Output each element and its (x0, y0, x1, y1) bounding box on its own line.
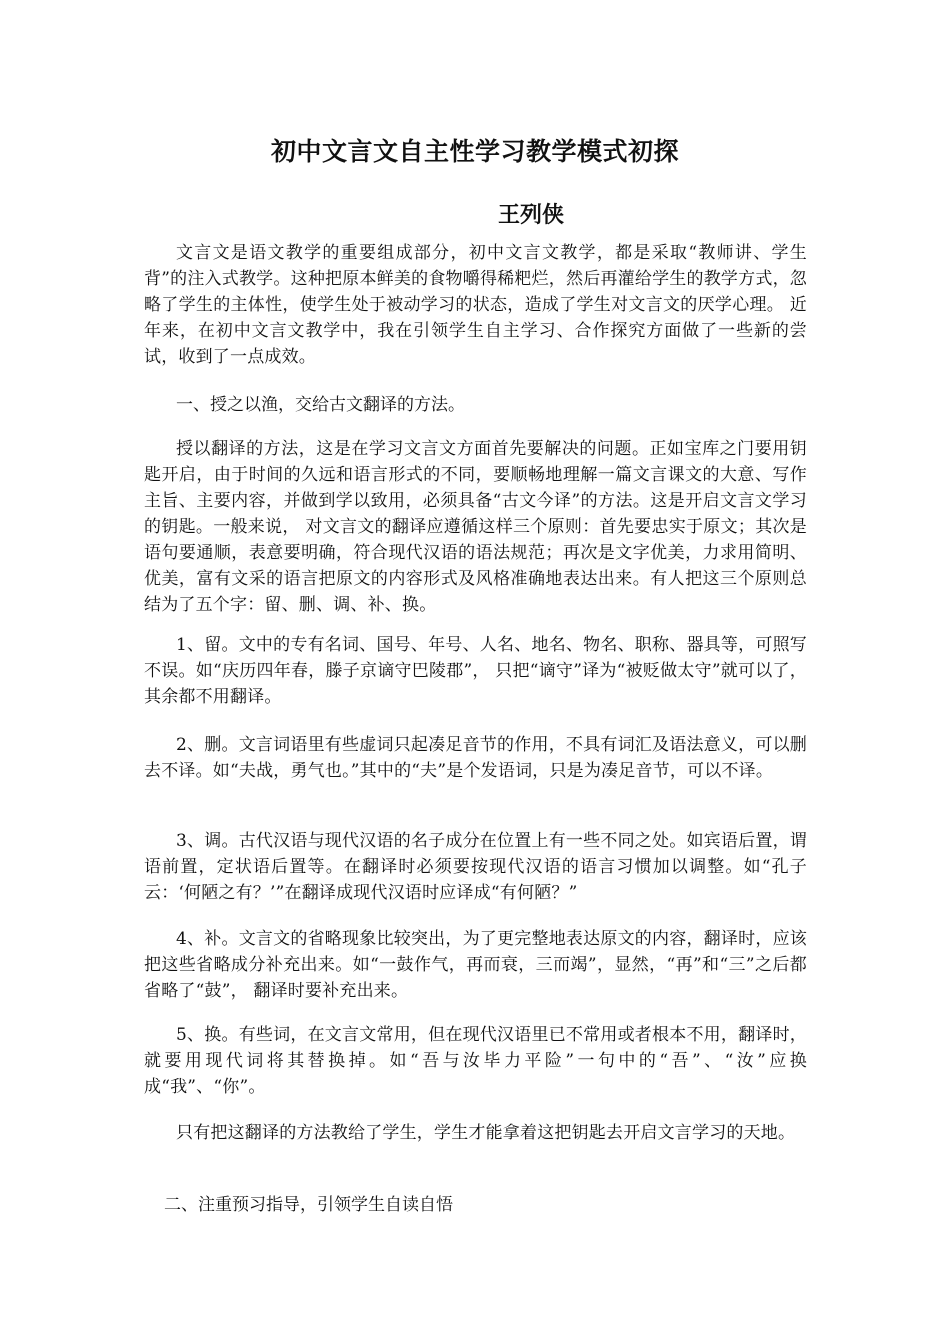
item1-paragraph: 1、留。文中的专有名词、国号、年号、人名、地名、物名、职称、器具等，可照写不误。如“庆历四年春，滕子京谪守巴陵郡”， 只把“谪守”译为“被贬做太守”就可以了，其余都不用翻译。 (144, 635, 807, 707)
section1-heading: 一、授之以渔，交给古文翻译的方法。 (176, 395, 465, 415)
item3-paragraph: 3、调。古代汉语与现代汉语的名子成分在位置上有一些不同之处。如宾语后置，谓语前置，定状语后置等。在翻译时必须要按现代汉语的语言习惯加以调整。如“孔子云：‘何陋之有？’”在翻译成现代汉语时应译成“有何陋？” (144, 831, 807, 903)
document-title: 初中文言文自主性学习教学模式初探 (270, 137, 679, 166)
section1-intro-paragraph: 授以翻译的方法，这是在学习文言文方面首先要解决的问题。正如宝库之门要用钥匙开启，由于时间的久远和语言形式的不同，要顺畅地理解一篇文言课文的大意、写作主旨、主要内容，并做到学以致用，必须具备“古文今译”的方法。这是开启文言文学习的钥匙。一般来说， 对文言文的翻译应遵循这样三个原则：首先要忠实于原文；其次是语句要通顺，表意要明确，符合现代汉语的语法规范；再次是文字优美，力求用简明、优美，富有文采的语言把原文的内容形式及风格准确地表达出来。有人把这三个原则总结为了五个字：留、删、调、补、换。 (144, 439, 807, 615)
item2-paragraph: 2、删。文言词语里有些虚词只起凑足音节的作用，不具有词汇及语法意义，可以删去不译。如“夫战，勇气也。”其中的“夫”是个发语词，只是为凑足音节，可以不译。 (144, 735, 807, 781)
section2-heading: 二、注重预习指导，引领学生自读自悟 (164, 1195, 453, 1215)
item4-paragraph: 4、补。文言文的省略现象比较突出，为了更完整地表达原文的内容，翻译时，应该把这些省略成分补充出来。如“一鼓作气，再而衰，三而竭”，显然，“再”和“三”之后都省略了“鼓”， 翻译时要补充出来。 (144, 929, 807, 1001)
item5-paragraph: 5、换。有些词，在文言文常用，但在现代汉语里已不常用或者根本不用，翻译时，就要用现代词将其替换掉。如“吾与汝毕力平险”一句中的“吾”、“汝”应换成“我”、“你”。 (144, 1025, 807, 1097)
section1-conclusion-paragraph: 只有把这翻译的方法教给了学生，学生才能拿着这把钥匙去开启文言学习的天地。 (176, 1123, 796, 1143)
intro-paragraph: 文言文是语文教学的重要组成部分，初中文言文教学，都是采取“教师讲、学生背”的注入式教学。这种把原本鲜美的食物嚼得稀粑烂，然后再灌给学生的教学方式，忽略了学生的主体性，使学生处于被动学习的状态，造成了学生对文言文的厌学心理。 近年来，在初中文言文教学中，我在引领学生自主学习、合作探究方面做了一些新的尝试，收到了一点成效。 (144, 243, 807, 367)
author-name: 王列侠 (498, 203, 565, 228)
